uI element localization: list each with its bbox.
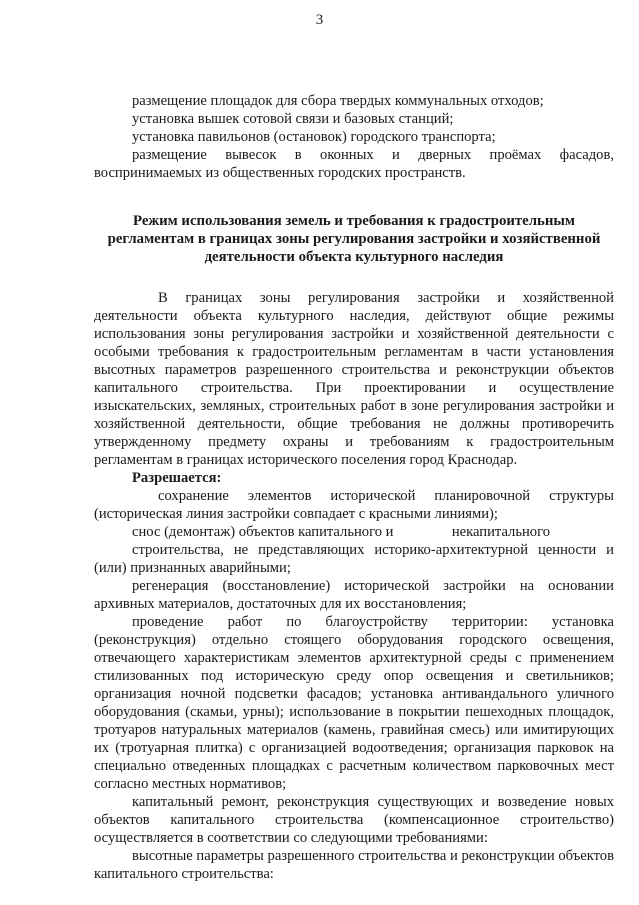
allowed-item-capital-repair: капитальный ремонт, реконструкция существующих и возведение новых объектов капитального строительства (компенсационное строительство) осуществляется в соответствии со следующими требованиями: [94,794,614,846]
intro-item: установка павильонов (остановок) городского транспорта; [132,129,496,145]
section-heading: Режим использования земель и требования к градостроительным регламентам в границах зоны регулирования застройки и хозяйственной деятельности объекта культурного наследия [107,213,601,265]
intro-item: установка вышек сотовой связи и базовых станций; [132,111,454,127]
allowed-item-height-params: высотные параметры разрешенного строительства и реконструкции объектов капитального строительства: [94,848,614,882]
document-body [94,92,614,883]
allowed-item-demolition-line1: снос (демонтаж) объектов капитального и некапитального [132,524,551,540]
intro-item: размещение вывесок в оконных и дверных проёмах фасадов, воспринимаемых из общественных городских пространств. [94,147,614,181]
allowed-label: Разрешается: [132,470,222,486]
main-paragraph: В границах зоны регулирования застройки и хозяйственной деятельности объекта культурного наследия, действуют общие режимы использования зоны регулирования застройки и хозяйственной деятельности с особыми требования к градостроительным регламентам в части установления высотных параметров разрешенного строительства и реконструкции объектов капитального строительства. При проектировании и осуществление изыскательских, земляных, строительных работ в зоне регулирования застройки и хозяйственной деятельности, общие требования не должны противоречить утвержденному предмету охраны и требованиям к градостроительным регламентам в границах исторического поселения город Краснодар. [94,290,614,468]
allowed-item-improvement: проведение работ по благоустройству территории: установка (реконструкция) отдельно стоящего оборудования городского освещения, отвечающего характеристикам элементов архитектурной среды с применением стилизованных под историческую среду опор освещения и светильников; организация ночной подсветки фасадов; установка антивандального уличного оборудования (скамьи, урны); использование в покрытии пешеходных площадок, тротуаров натуральных материалов (камень, гравийная смесь) или имитирующих их (тротуарная плитка) с организацией водоотведения; организация парковок на специально отведенных площадках с расчетным количеством парковочных мест согласно местных нормативов; [94,614,614,792]
allowed-item-regeneration: регенерация (восстановление) исторической застройки на основании архивных материалов, достаточных для их восстановления; [94,578,614,612]
allowed-item-demolition-line2: строительства, не представляющих историко-архитектурной ценности и (или) признанных аварийными; [94,542,614,576]
intro-item: размещение площадок для сбора твердых коммунальных отходов; [132,93,544,109]
allowed-item-preservation: сохранение элементов исторической планировочной структуры (историческая линия застройки совпадает с красными линиями); [94,488,614,522]
page-number: 3 [315,12,324,28]
